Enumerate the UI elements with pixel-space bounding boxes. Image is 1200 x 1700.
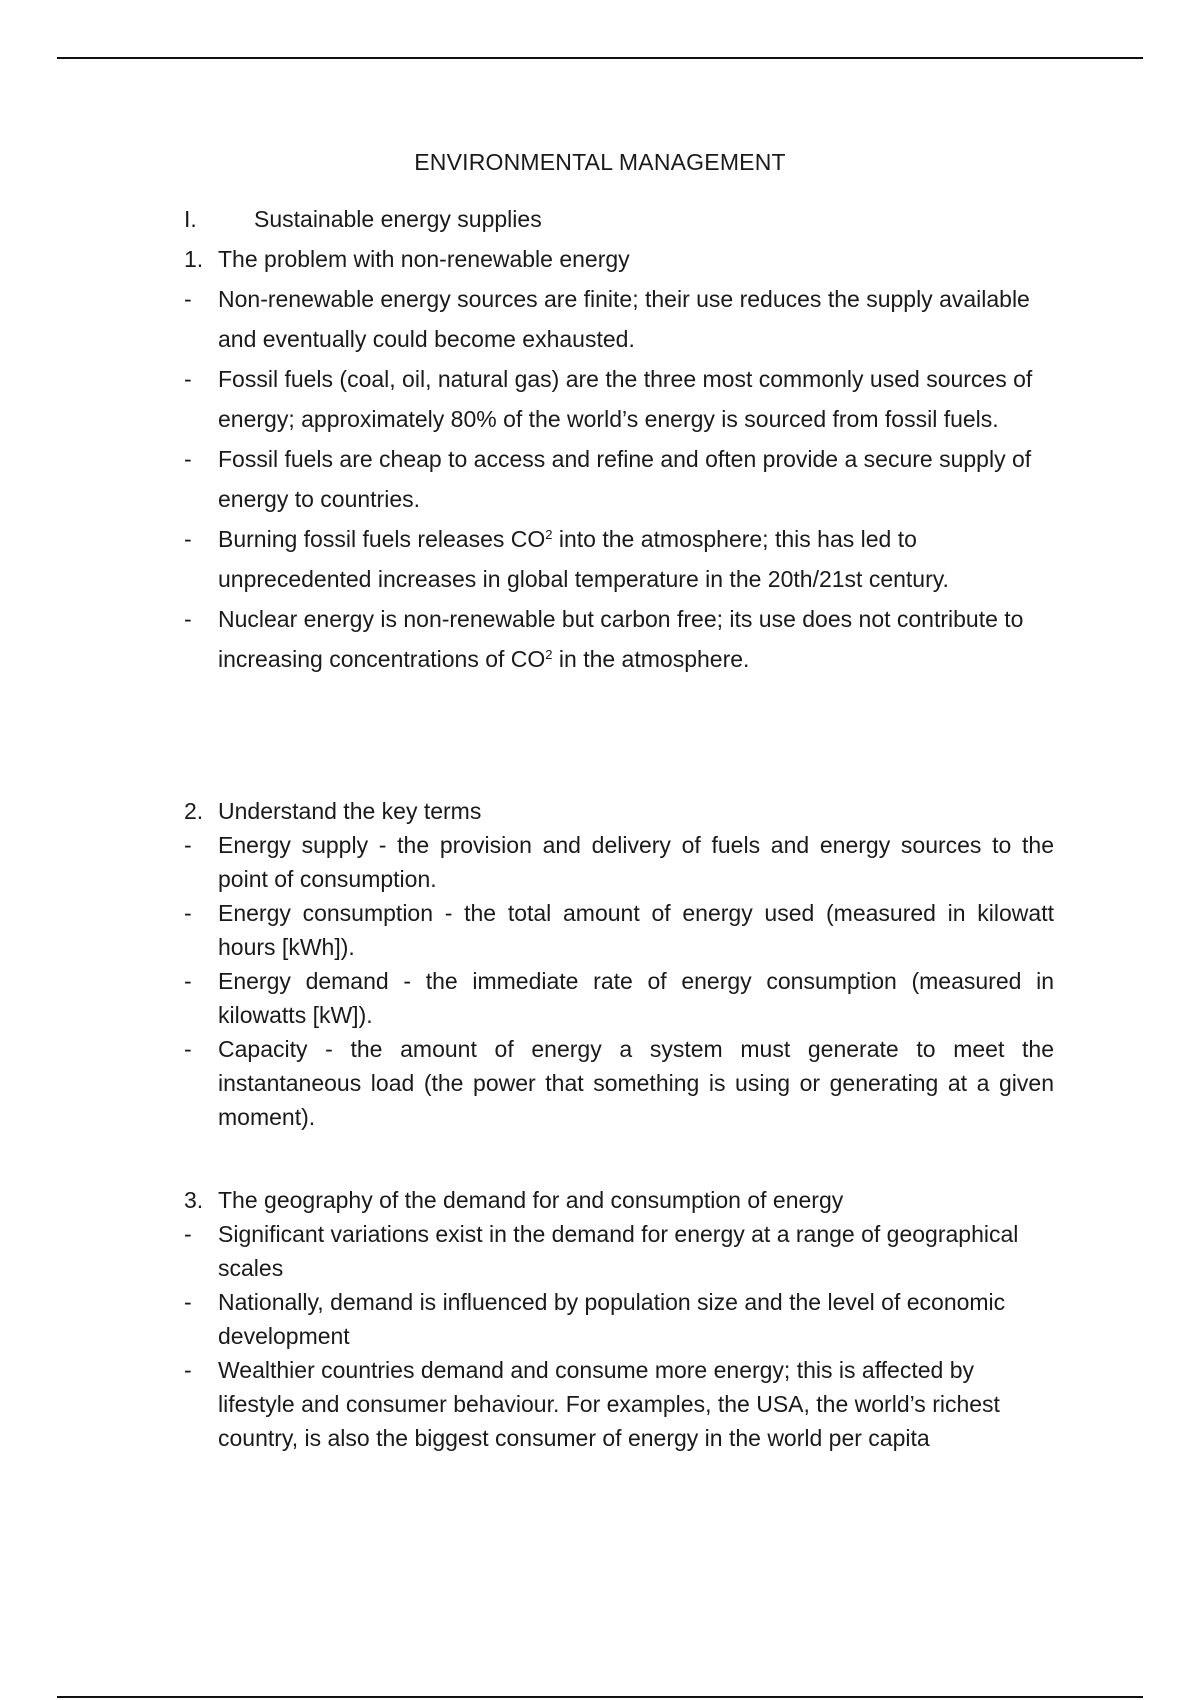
list-item — [184, 599, 1054, 679]
part-heading-text: Sustainable energy supplies — [254, 206, 542, 232]
list-item — [184, 896, 1054, 964]
list-item-text: Fossil fuels (coal, oil, natural gas) are the three most commonly used sources of energy; approximately 80% of the world’s energy is sourced from fossil fuels. — [218, 366, 1033, 432]
bullet-marker: - — [184, 526, 192, 552]
section-heading-text: The problem with non-renewable energy — [218, 246, 630, 272]
list-item — [184, 359, 1054, 439]
superscript-two: 2 — [545, 527, 553, 542]
section-heading — [184, 239, 1054, 279]
list-item — [184, 279, 1054, 359]
superscript-two: 2 — [545, 647, 553, 662]
document-title: ENVIRONMENTAL MANAGEMENT — [414, 149, 786, 175]
text-after-subscript: in the atmosphere. — [552, 646, 750, 672]
list-item — [184, 1285, 1054, 1353]
list-item — [184, 439, 1054, 519]
header-rule — [57, 57, 1143, 59]
bullet-marker: - — [184, 1221, 192, 1247]
list-item — [184, 519, 1054, 599]
list-item-text — [218, 599, 1054, 679]
section-heading — [184, 1183, 1054, 1217]
section-heading-text: The geography of the demand for and consumption of energy — [218, 1187, 844, 1213]
list-item — [184, 964, 1054, 1032]
bullet-marker: - — [184, 446, 192, 472]
section-heading — [184, 794, 1054, 828]
list-item-text: Capacity - the amount of energy a system must generate to meet the instantaneous load (the power that something is using or generating at a given moment). — [218, 1036, 1054, 1130]
bullet-marker: - — [184, 606, 192, 632]
bullet-marker: - — [184, 1036, 192, 1062]
bullet-marker: - — [184, 286, 192, 312]
section-sustainable-energy — [184, 199, 1054, 679]
list-item-text: Non-renewable energy sources are finite; their use reduces the supply available and eventually could become exhausted. — [218, 286, 1030, 352]
list-item-text — [218, 519, 1054, 599]
bullet-marker: - — [184, 832, 192, 858]
section-number: 3. — [184, 1187, 204, 1213]
list-item-text: Energy demand - the immediate rate of energy consumption (measured in kilowatts [kW]). — [218, 968, 1054, 1028]
list-item — [184, 828, 1054, 896]
part-heading — [184, 199, 1054, 239]
list-item-text: Wealthier countries demand and consume more energy; this is affected by lifestyle and consumer behaviour. For examples, the USA, the world’s richest country, is also the biggest consumer of energy in the world per capita — [218, 1357, 1000, 1451]
text-before-subscript: Nuclear energy is non-renewable but carbon free; its use does not contribute to increasing concentrations of CO — [218, 606, 1024, 672]
text-before-subscript: Burning fossil fuels releases CO — [218, 526, 546, 552]
list-item-text: Significant variations exist in the demand for energy at a range of geographical scales — [218, 1221, 1019, 1281]
section-number: 1. — [184, 246, 204, 272]
list-item-text: Fossil fuels are cheap to access and refine and often provide a secure supply of energy to countries. — [218, 446, 1032, 512]
section-number: 2. — [184, 798, 204, 824]
bullet-marker: - — [184, 1289, 192, 1315]
section-heading-text: Understand the key terms — [218, 798, 482, 824]
text-after-subscript: into the atmosphere; this has led to unprecedented increases in global temperature in the 20th/21st century. — [218, 526, 949, 592]
list-item-text: Energy supply - the provision and delivery of fuels and energy sources to the point of consumption. — [218, 832, 1054, 892]
list-item — [184, 1032, 1054, 1134]
bullet-marker: - — [184, 968, 192, 994]
list-item-text: Nationally, demand is influenced by population size and the level of economic development — [218, 1289, 1006, 1349]
part-marker: I. — [184, 206, 197, 232]
bullet-marker: - — [184, 1357, 192, 1383]
bullet-marker: - — [184, 900, 192, 926]
section-energy-geography — [184, 1183, 1054, 1455]
bullet-marker: - — [184, 366, 192, 392]
footer-rule — [57, 1696, 1143, 1698]
section-key-terms — [184, 794, 1054, 1134]
list-item-text: Energy consumption - the total amount of energy used (measured in kilowatt hours [kWh]). — [218, 900, 1054, 960]
list-item — [184, 1217, 1054, 1285]
list-item — [184, 1353, 1054, 1455]
